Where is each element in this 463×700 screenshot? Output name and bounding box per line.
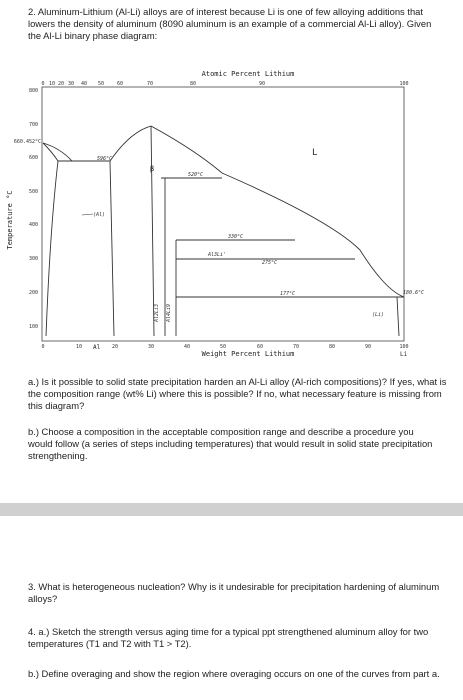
y-tick: 500 <box>28 189 38 195</box>
top-tick: 70 <box>146 81 154 87</box>
top-axis-title: Atomic Percent Lithium <box>201 70 295 78</box>
beta-left-boundary <box>110 161 114 336</box>
temp-330-label: 330°C <box>228 234 244 240</box>
temp-596-label: 596°C <box>97 156 113 162</box>
top-tick: 100 <box>399 81 409 87</box>
li-solvus <box>397 297 399 336</box>
top-tick: 0 <box>41 81 45 87</box>
al-phase-pointer <box>82 214 93 215</box>
temp-520-label: 520°C <box>188 172 204 178</box>
liquid-label: L <box>312 148 318 158</box>
al-li-phase-diagram <box>0 60 463 360</box>
y-tick: 200 <box>28 290 38 296</box>
y-tick: 660.452°C <box>13 139 41 145</box>
top-tick: 30 <box>67 81 75 87</box>
top-tick: 90 <box>258 81 266 87</box>
y-axis-title: Temperature °C <box>6 190 14 250</box>
y-tick: 700 <box>28 122 38 128</box>
y-tick: 100 <box>28 324 38 330</box>
y-tick: 800 <box>28 88 38 94</box>
liquidus-main <box>222 173 404 297</box>
top-tick: 40 <box>80 81 88 87</box>
bottom-tick: 70 <box>292 344 300 350</box>
bottom-tick: 10 <box>75 344 83 350</box>
bottom-tick: 0 <box>41 344 45 350</box>
question-4b: b.) Define overaging and show the region where overaging occurs on one of the curves from part a. <box>28 668 440 679</box>
bottom-tick: 20 <box>111 344 119 350</box>
bottom-tick: 40 <box>183 344 191 350</box>
right-element-label: Li <box>400 351 408 358</box>
bottom-tick: 80 <box>328 344 336 350</box>
liquidus-beta-left <box>110 126 151 161</box>
section-divider <box>0 503 463 516</box>
top-tick: 80 <box>189 81 197 87</box>
bottom-axis-title: Weight Percent Lithium <box>201 350 295 358</box>
top-tick: 20 <box>57 81 65 87</box>
top-tick: 50 <box>97 81 105 87</box>
al2li3-label: Al2Li3 <box>154 303 160 322</box>
question-2b: b.) Choose a composition in the acceptable composition range and describe a procedure you would follow (a series of steps including temperatures) that would result in solid state precipitation strengthening. <box>28 426 433 461</box>
temp-180-label: 180.6°C <box>403 290 425 296</box>
al4li9-label: Al4Li9 <box>166 303 172 322</box>
bottom-tick: 90 <box>364 344 372 350</box>
y-ticks <box>14 88 41 330</box>
question-3: 3. What is heterogeneous nucleation? Why is it undesirable for precipitation hardening of aluminum alloys? <box>28 581 440 604</box>
alli-prime-label: Al3Li' <box>208 252 227 258</box>
left-element-label: Al <box>93 344 101 351</box>
bottom-tick: 30 <box>147 344 155 350</box>
y-tick: 400 <box>28 222 38 228</box>
liquidus-beta-right <box>151 126 222 173</box>
liquidus-al-side <box>43 143 72 161</box>
y-tick: 600 <box>28 155 38 161</box>
bottom-tick: 50 <box>219 344 227 350</box>
al-solvus <box>46 161 58 336</box>
temp-275-label: 275°C <box>262 260 278 266</box>
al-phase-label: (Al) <box>93 212 106 218</box>
bottom-tick: 100 <box>399 344 409 350</box>
question-4a: 4. a.) Sketch the strength versus aging time for a typical ppt strengthened aluminum alloy for two temperatures (T1 and T2 with T1 > T2). <box>28 626 429 649</box>
top-tick: 10 <box>48 81 56 87</box>
top-ticks <box>41 81 408 87</box>
question-2-intro: 2. Aluminum-Lithium (Al-Li) alloys are of interest because Li is one of few alloying additions that lowers the density of aluminum (8090 aluminum is an example of a commercial Al-Li alloy). Given the Al-Li binary phase diagram: <box>28 6 432 41</box>
y-tick: 300 <box>28 256 38 262</box>
li-phase-label: (Li) <box>372 312 385 318</box>
question-2a: a.) Is it possible to solid state precipitation harden an Al-Li alloy (Al-rich compositions)? If yes, what is the composition range (wt% Li) where this is possible? If no, what necessary feature is missing from this diagram? <box>28 376 447 411</box>
beta-label: β <box>150 165 155 173</box>
temp-177-label: 177°C <box>280 291 296 297</box>
bottom-tick: 60 <box>256 344 264 350</box>
top-tick: 60 <box>116 81 124 87</box>
